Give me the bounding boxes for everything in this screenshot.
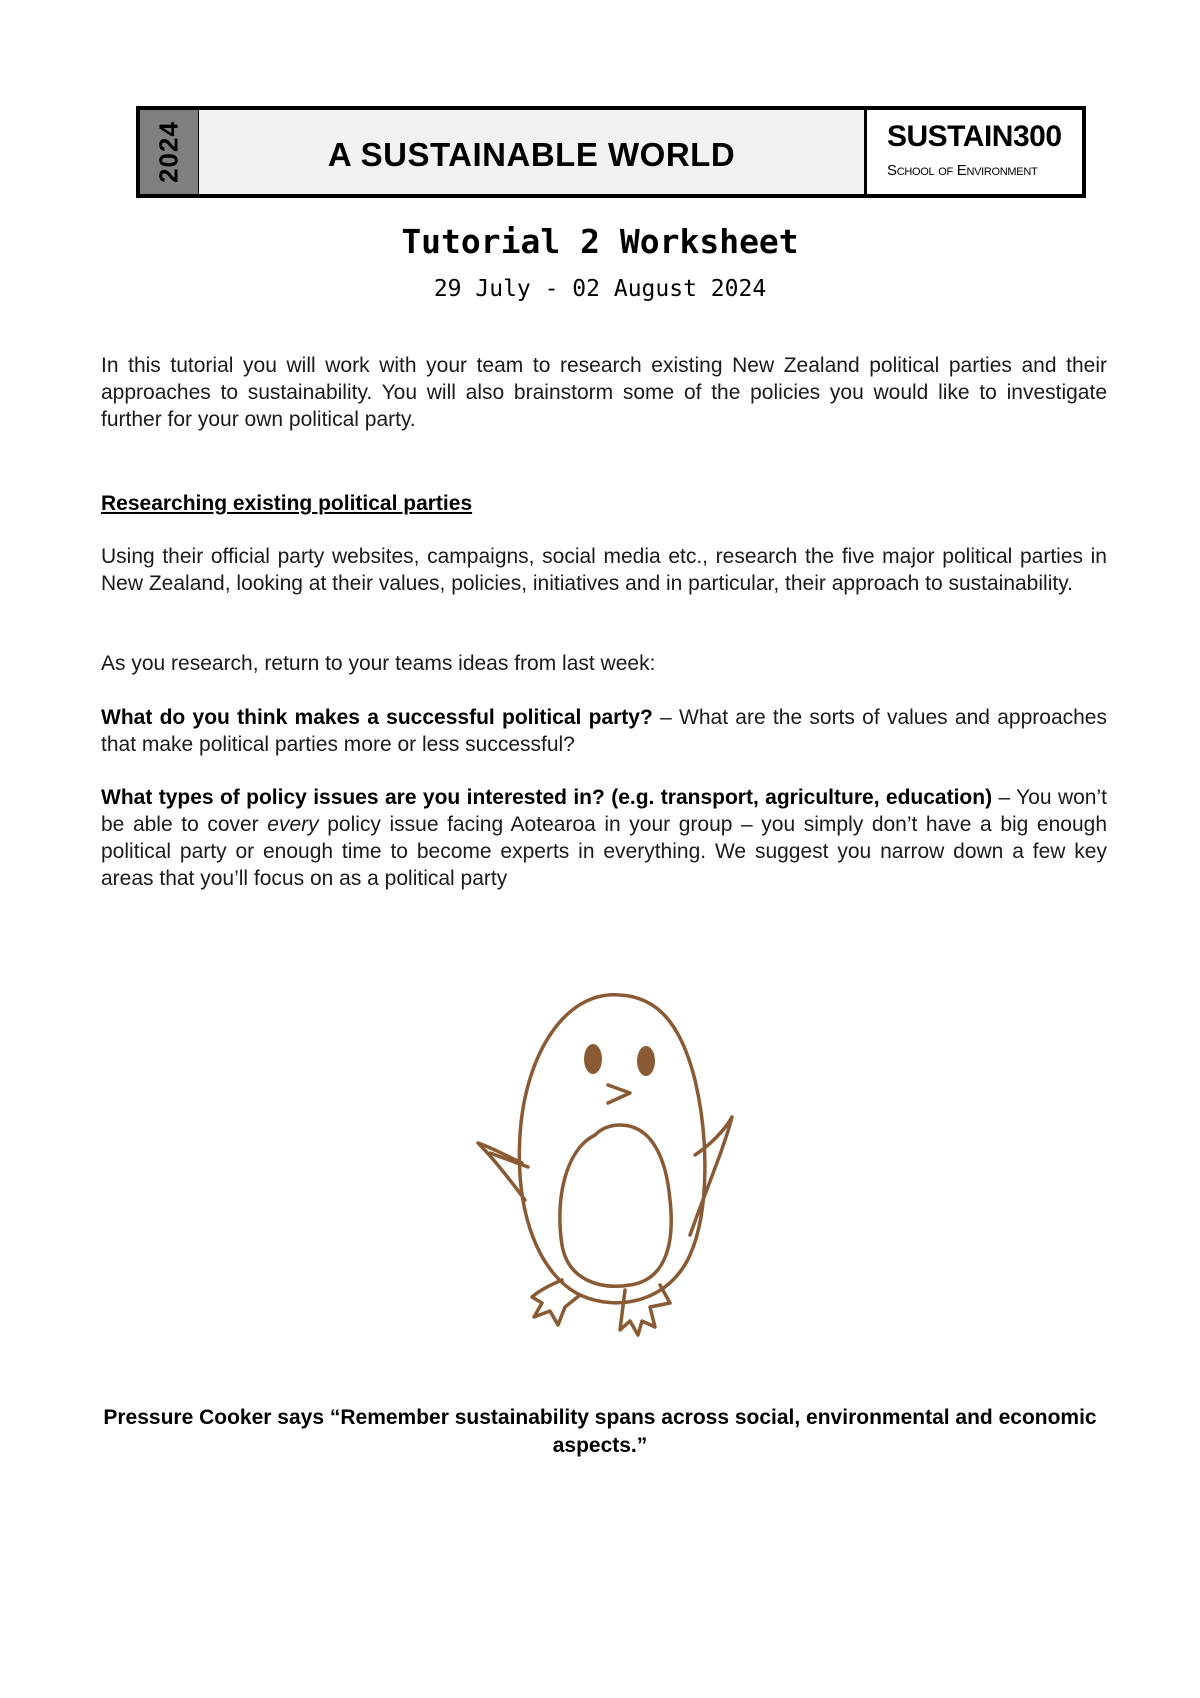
question-1-rest: – What are the sorts of values and approaches that make political parties more or less successful? — [101, 706, 1107, 756]
course-banner — [136, 106, 1086, 198]
course-code-block — [867, 110, 1082, 194]
penguin-body — [519, 995, 705, 1303]
penguin-beak — [608, 1085, 630, 1103]
section-heading-text: Researching existing political parties — [101, 492, 473, 515]
question-2-italic: every — [267, 813, 319, 836]
page-title: Tutorial 2 Worksheet — [401, 222, 799, 261]
section-heading — [101, 490, 1107, 517]
penguin-drawing — [470, 985, 760, 1365]
question-2-bold: What types of policy issues are you interested in? (e.g. transport, agriculture, education) — [101, 786, 993, 809]
question-2 — [101, 784, 1107, 892]
penguin-left-foot — [532, 1280, 580, 1325]
penguin-left-eye — [584, 1044, 602, 1074]
question-2-part1: – You won’t be able to cover — [101, 786, 1107, 836]
question-1 — [101, 704, 1107, 758]
question-2-part2: policy issue facing Aotearoa in your group – you simply don’t have a big enough political party or enough time to become experts in everything. We suggest you narrow down a few key areas that you’ll focus on as a political party — [101, 813, 1108, 890]
penguin-right-eye — [637, 1046, 655, 1076]
course-code: SUSTAIN300 — [887, 120, 1062, 153]
penguin-belly — [560, 1125, 671, 1286]
year-label: 2024 — [153, 121, 184, 183]
intro-paragraph: In this tutorial you will work with your team to research existing New Zealand political parties and their approaches to sustainability. You will also brainstorm some of the policies you would like to investigate further for your own political party. — [101, 354, 1107, 431]
research-paragraph: Using their official party websites, campaigns, social media etc., research the five major political parties in New Zealand, looking at their values, policies, initiatives and in particular, their approach to sustainability. — [101, 545, 1107, 595]
return-prompt: As you research, return to your teams ideas from last week: — [101, 652, 656, 675]
date-range: 29 July - 02 August 2024 — [433, 276, 767, 302]
banner-title: A SUSTAINABLE WORLD — [199, 110, 867, 194]
question-1-bold: What do you think makes a successful political party? — [101, 706, 653, 729]
school-name: School of Environment — [887, 162, 1038, 179]
penguin-caption: Pressure Cooker says “Remember sustainability spans across social, environmental and economic aspects.” — [103, 1406, 1097, 1457]
year-band — [140, 110, 199, 194]
penguin-right-foot — [620, 1285, 670, 1335]
penguin-right-flipper — [690, 1117, 732, 1235]
